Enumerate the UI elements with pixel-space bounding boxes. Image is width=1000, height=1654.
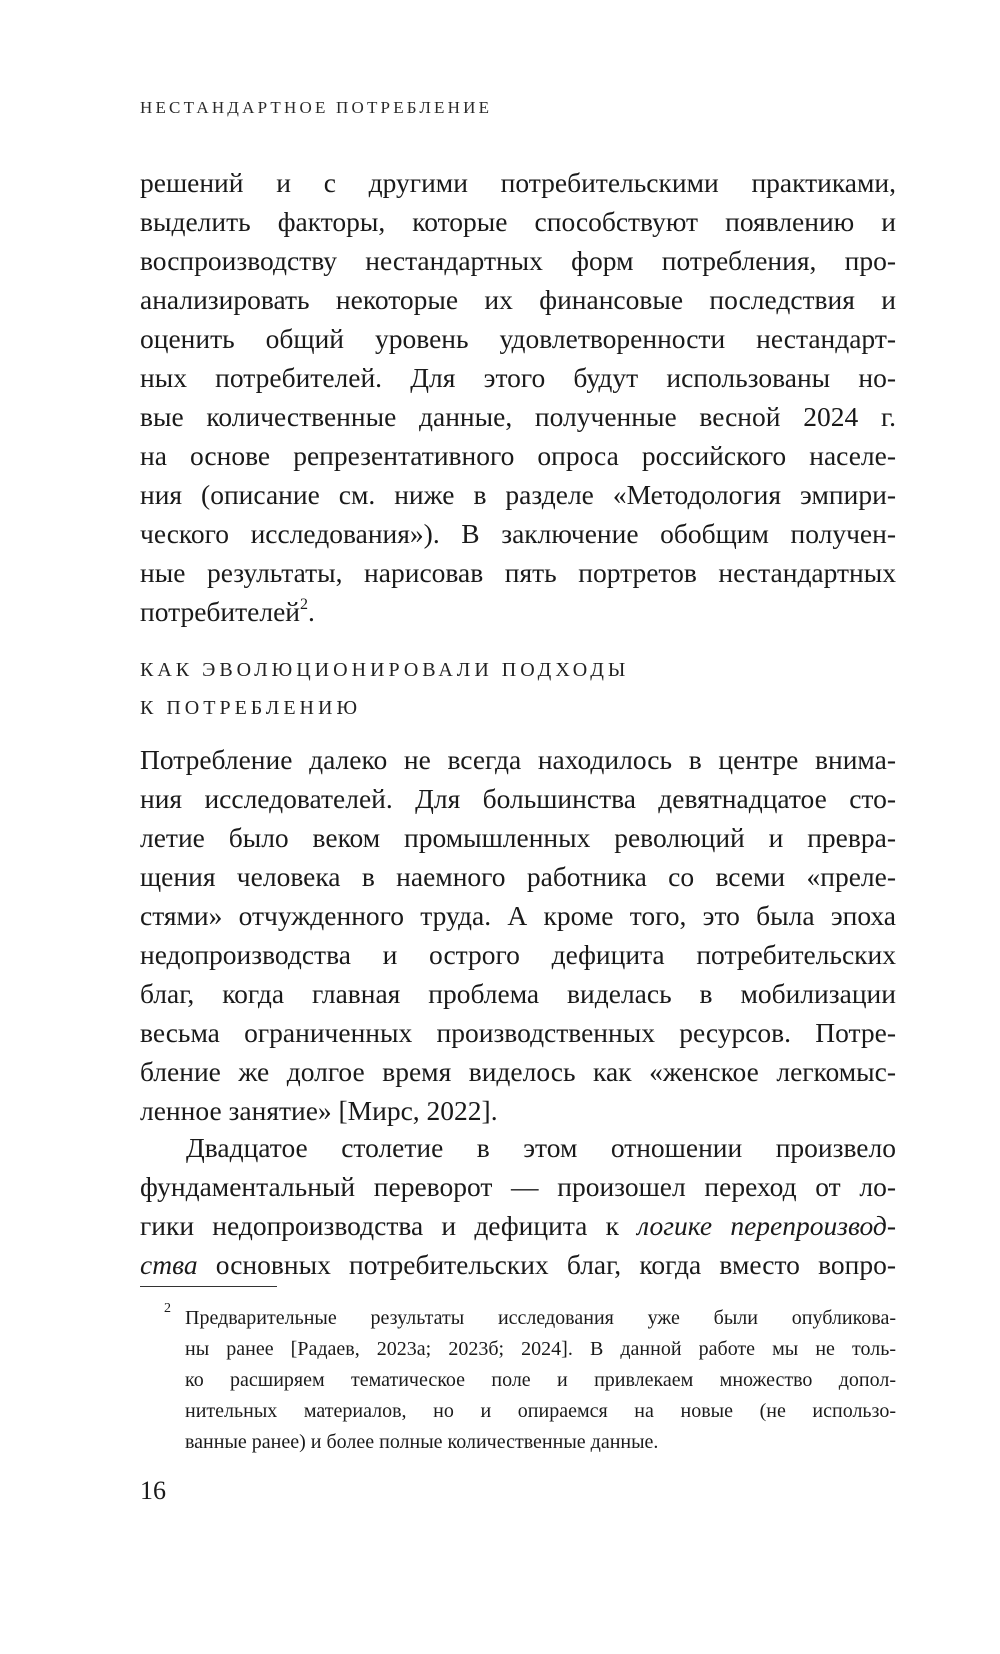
text-line: весьма ограниченных производственных ресурсов. Потре- xyxy=(140,1017,896,1048)
text-line: вые количественные данные, полученные весной 2024 г. xyxy=(140,401,896,432)
paragraph-intro xyxy=(140,163,896,631)
text-line: летие было веком промышленных революций и превра- xyxy=(140,822,896,853)
italic-text: ства xyxy=(140,1249,198,1280)
text-line: Потребление далеко не всегда находилось в центре внима- xyxy=(140,744,896,775)
text-line: ных потребителей. Для этого будут использованы но- xyxy=(140,362,896,393)
text-fragment: основных потребительских благ, когда вместо вопро- xyxy=(197,1249,896,1280)
text-line xyxy=(140,1206,896,1245)
text-line: недопроизводства и острого дефицита потребительских xyxy=(140,939,896,970)
paragraph-twentieth-century xyxy=(140,1128,896,1284)
text-fragment: . xyxy=(308,596,315,627)
footnote-number: 2 xyxy=(164,1301,171,1316)
text-line: ния исследователей. Для большинства девятнадцатое сто- xyxy=(140,783,896,814)
text-line: ческого исследования»). В заключение обобщим получен- xyxy=(140,518,896,549)
footnote-line: ванные ранее) и более полные количественные данные. xyxy=(185,1431,659,1453)
footnote-line: ны ранее [Радаев, 2023а; 2023б; 2024]. В данной работе мы не толь- xyxy=(185,1338,896,1360)
text-line: ленное занятие» [Мирс, 2022]. xyxy=(140,1095,498,1126)
text-line: бление же долгое время виделось как «женское легкомыс- xyxy=(140,1056,896,1087)
text-line-last xyxy=(140,592,896,631)
text-line: Двадцатое столетие в этом отношении произвело xyxy=(186,1132,896,1163)
text-line: воспроизводству нестандартных форм потребления, про- xyxy=(140,245,896,276)
text-line: решений и с другими потребительскими практиками, xyxy=(140,167,896,198)
footnote-line: нительных материалов, но и опираемся на новые (не использо- xyxy=(185,1400,896,1422)
heading-line: К ПОТРЕБЛЕНИЮ xyxy=(140,697,361,719)
text-line: щения человека в наемного работника со всеми «преле- xyxy=(140,861,896,892)
footnote xyxy=(140,1303,896,1458)
text-line: на основе репрезентативного опроса российского населе- xyxy=(140,440,896,471)
text-line: выделить факторы, которые способствуют появлению и xyxy=(140,206,896,237)
footnote-line: ко расширяем тематическое поле и привлекаем множество допол- xyxy=(185,1369,896,1391)
text-line xyxy=(140,1245,896,1284)
text-line: стями» отчужденного труда. А кроме того, это была эпоха xyxy=(140,900,896,931)
text-fragment: потребителей xyxy=(140,596,300,627)
text-line: ния (описание см. ниже в разделе «Методология эмпири- xyxy=(140,479,896,510)
section-heading xyxy=(140,651,629,727)
heading-line: КАК ЭВОЛЮЦИОНИРОВАЛИ ПОДХОДЫ xyxy=(140,659,630,681)
text-fragment: гики недопроизводства и дефицита к xyxy=(140,1210,638,1241)
text-line: оценить общий уровень удовлетворенности нестандарт- xyxy=(140,323,896,354)
footnote-reference[interactable]: 2 xyxy=(300,596,308,613)
paragraph-consumption xyxy=(140,740,896,1130)
footnote-divider xyxy=(140,1286,277,1287)
text-line: анализировать некоторые их финансовые последствия и xyxy=(140,284,896,315)
footnote-line: Предварительные результаты исследования уже были опубликова- xyxy=(185,1307,896,1329)
italic-text: логике перепроизвод- xyxy=(637,1210,896,1241)
text-line: ные результаты, нарисовав пять портретов нестандартных xyxy=(140,557,896,588)
page-number: 16 xyxy=(140,1476,166,1505)
text-line: фундаментальный переворот — произошел переход от ло- xyxy=(140,1171,896,1202)
text-line: благ, когда главная проблема виделась в мобилизации xyxy=(140,978,896,1009)
running-head: НЕСТАНДАРТНОЕ ПОТРЕБЛЕНИЕ xyxy=(140,98,493,117)
